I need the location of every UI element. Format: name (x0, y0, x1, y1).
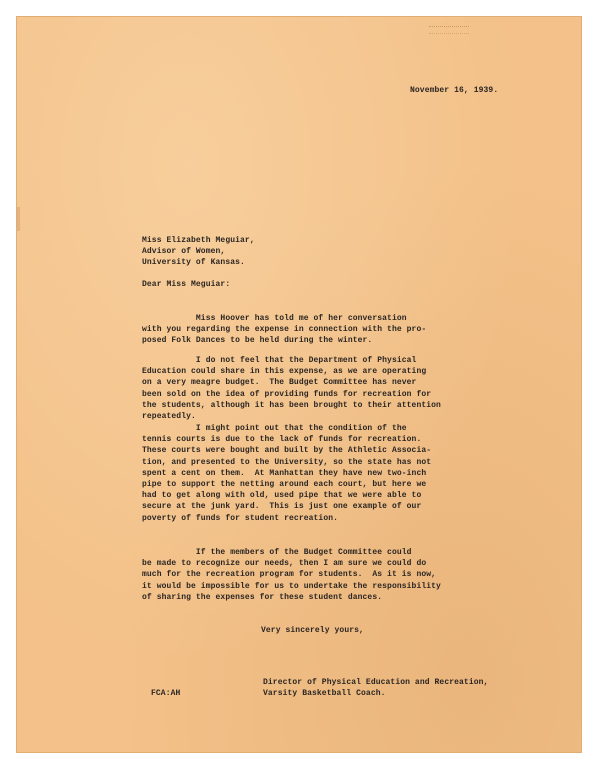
paragraph-line: I do not feel that the Department of Physical (142, 356, 417, 365)
paragraph-line: poverty of funds for student recreation. (142, 513, 339, 523)
body-paragraph-3 (142, 423, 431, 524)
paper-edge-mark (17, 207, 20, 231)
salutation: Dear Miss Meguiar: (142, 280, 231, 289)
paragraph-line: had to get along with old, used pipe that we were able to (142, 491, 422, 501)
paragraph-line: spent a cent on them. At Manhattan they have new two-inch (142, 468, 427, 478)
paragraph-line: on a very meagre budget. The Budget Committee has never (142, 378, 417, 388)
paragraph-line: These courts were bought and built by the Athletic Associa- (142, 446, 432, 456)
paragraph-line: with you regarding the expense in connection with the pro- (142, 325, 427, 335)
recipient-line: University of Kansas. (142, 258, 245, 268)
body-paragraph-2 (142, 355, 441, 422)
paragraph-line: Education could share in this expense, as we are operating (142, 367, 427, 377)
faint-stamp-mark (429, 26, 469, 34)
reference-initials: FCA:AH (151, 689, 181, 698)
recipient-line: Advisor of Women, (142, 247, 226, 257)
signature-line: Director of Physical Education and Recreation, (263, 678, 489, 687)
paragraph-line: posed Folk Dances to be held during the winter. (142, 336, 373, 346)
paragraph-line: If the members of the Budget Committee could (142, 548, 412, 557)
body-paragraph-1 (142, 313, 426, 347)
signature-line: Varsity Basketball Coach. (263, 689, 386, 699)
paragraph-line: pipe to support the netting around each court, but here we (142, 480, 427, 490)
recipient-line: Miss Elizabeth Meguiar, (142, 236, 255, 245)
paragraph-line: tennis courts is due to the lack of funds for recreation. (142, 435, 422, 445)
paragraph-line: the students, although it has been brought to their attention (142, 400, 441, 410)
paragraph-line: tion, and presented to the University, so the state has not (142, 457, 432, 467)
paragraph-line: secure at the junk yard. This is just one example of our (142, 502, 422, 512)
signature-block (263, 677, 488, 699)
paragraph-line: it would be impossible for us to undertake the responsibility (142, 581, 441, 591)
paragraph-line: of sharing the expenses for these student dances. (142, 592, 383, 602)
recipient-address (142, 235, 255, 269)
letter-date: November 16, 1939. (410, 86, 499, 95)
paragraph-line: be made to recognize our needs, then I am sure we could do (142, 559, 427, 569)
paragraph-line: Miss Hoover has told me of her conversation (142, 314, 407, 323)
complimentary-close: Very sincerely yours, (261, 626, 364, 635)
body-paragraph-4 (142, 547, 441, 603)
paragraph-line: much for the recreation program for students. As it is now, (142, 570, 437, 580)
paragraph-line: repeatedly. (142, 412, 196, 422)
paragraph-line: been sold on the idea of providing funds for recreation for (142, 389, 432, 399)
letter-page (17, 17, 581, 752)
paragraph-line: I might point out that the condition of the (142, 424, 407, 433)
